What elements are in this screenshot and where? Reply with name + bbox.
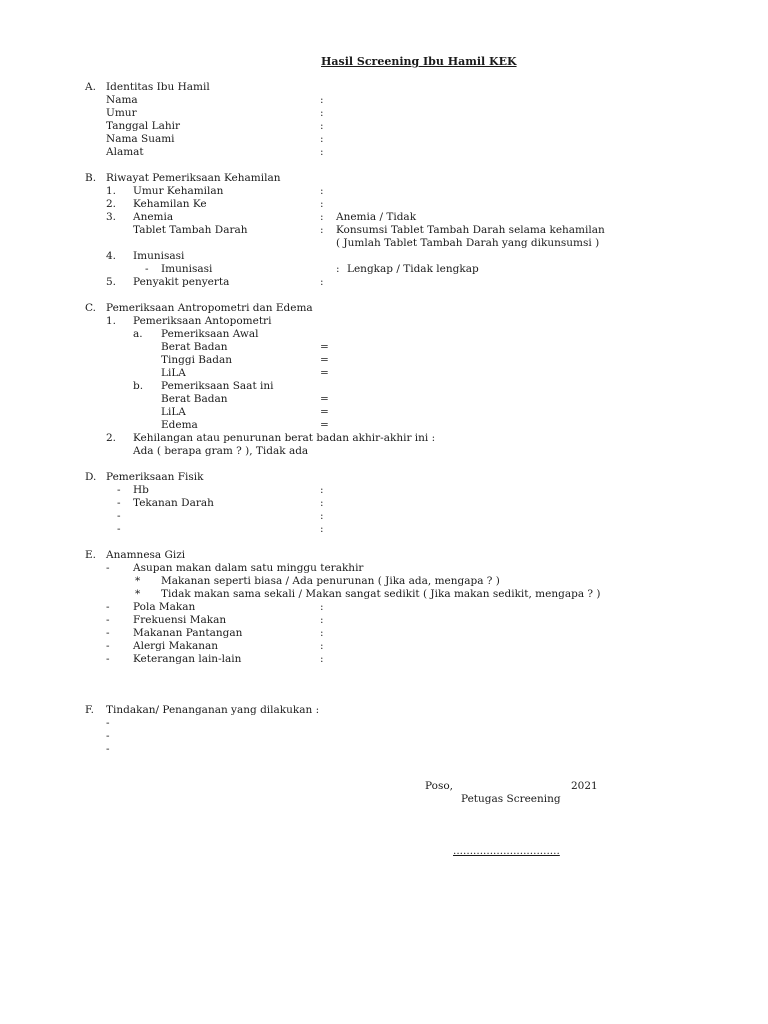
item-number: 2. — [106, 198, 117, 210]
option-makanan-biasa: Makanan seperti biasa / Ada penurunan ( Jika ada, mengapa ? ) — [161, 575, 500, 587]
field-equals: = — [320, 354, 329, 366]
field-label-nama: Nama — [106, 94, 138, 106]
section-e-heading: Anamnesa Gizi — [106, 549, 186, 561]
field-label-alergi-makanan: Alergi Makanan — [133, 640, 219, 652]
signature-place: Poso, — [425, 780, 454, 792]
option-tidak-makan: Tidak makan sama sekali / Makan sangat sedikit ( Jika makan sedikit, mengapa ? ) — [161, 588, 601, 600]
field-colon: : — [320, 94, 324, 106]
field-colon: : — [320, 653, 324, 665]
field-colon: : — [320, 601, 324, 613]
bullet-dash: - — [106, 627, 110, 639]
bullet-dash: - — [106, 601, 110, 613]
field-equals: = — [320, 406, 329, 418]
bullet-dash: - — [106, 640, 110, 652]
subheading-pemeriksaan-awal: Pemeriksaan Awal — [161, 328, 259, 340]
bullet-dash: - — [117, 510, 121, 522]
item-number: 2. — [106, 432, 117, 444]
field-label-makanan-pantangan: Makanan Pantangan — [133, 627, 243, 639]
field-label-asupan-makan: Asupan makan dalam satu minggu terakhir — [133, 562, 364, 574]
field-equals: = — [320, 393, 329, 405]
field-label-tekanan-darah: Tekanan Darah — [133, 497, 214, 509]
bullet-dash: - — [117, 523, 121, 535]
item-number: 5. — [106, 276, 117, 288]
bullet-dash: - — [106, 743, 110, 755]
bullet-dash: - — [106, 614, 110, 626]
field-label-hb: Hb — [133, 484, 149, 496]
field-colon: : — [320, 185, 324, 197]
field-label-umur-kehamilan: Umur Kehamilan — [133, 185, 224, 197]
field-label-tablet-tambah-darah: Tablet Tambah Darah — [133, 224, 248, 236]
field-value-ttd-note: ( Jumlah Tablet Tambah Darah yang dikunsumsi ) — [336, 237, 600, 249]
item-number: 1. — [106, 185, 117, 197]
field-value-kehilangan-berat: Ada ( berapa gram ? ), Tidak ada — [133, 445, 309, 457]
field-colon: : — [320, 107, 324, 119]
field-label-alamat: Alamat — [106, 146, 144, 158]
field-colon: : — [336, 263, 340, 275]
subheading-pemeriksaan-saat-ini: Pemeriksaan Saat ini — [161, 380, 274, 392]
field-label-umur: Umur — [106, 107, 137, 119]
field-value-anemia: Anemia / Tidak — [336, 211, 417, 223]
field-colon: : — [320, 640, 324, 652]
field-label-imunisasi-sub: Imunisasi — [161, 263, 213, 275]
bullet-dash: - — [145, 263, 149, 275]
field-label-nama-suami: Nama Suami — [106, 133, 175, 145]
field-colon: : — [320, 510, 324, 522]
bullet-dash: - — [106, 653, 110, 665]
field-label-lila: LiLA — [161, 406, 186, 418]
bullet-dash: - — [117, 497, 121, 509]
field-label-kehamilan-ke: Kehamilan Ke — [133, 198, 207, 210]
field-colon: : — [320, 198, 324, 210]
field-label-penyakit-penyerta: Penyakit penyerta — [133, 276, 230, 288]
section-f-letter: F. — [85, 704, 94, 716]
field-label-edema: Edema — [161, 419, 198, 431]
section-a-letter: A. — [85, 81, 96, 93]
field-colon: : — [320, 224, 324, 236]
section-d-letter: D. — [85, 471, 97, 483]
field-equals: = — [320, 367, 329, 379]
sub-letter: b. — [133, 380, 144, 392]
section-f-heading: Tindakan/ Penanganan yang dilakukan : — [106, 704, 320, 716]
section-b-heading: Riwayat Pemeriksaan Kehamilan — [106, 172, 281, 184]
field-label-pola-makan: Pola Makan — [133, 601, 196, 613]
field-label-lila: LiLA — [161, 367, 186, 379]
field-label-berat-badan: Berat Badan — [161, 341, 228, 353]
bullet-dash: - — [106, 717, 110, 729]
bullet-dash: - — [106, 562, 110, 574]
section-a-heading: Identitas Ibu Hamil — [106, 81, 210, 93]
field-label-frekuensi-makan: Frekuensi Makan — [133, 614, 227, 626]
section-c-heading: Pemeriksaan Antropometri dan Edema — [106, 302, 313, 314]
document-title: Hasil Screening Ibu Hamil KEK — [321, 55, 517, 68]
bullet-dash: - — [117, 484, 121, 496]
section-e-letter: E. — [85, 549, 97, 561]
field-colon: : — [320, 211, 324, 223]
field-label-berat-badan: Berat Badan — [161, 393, 228, 405]
field-colon: : — [320, 614, 324, 626]
field-colon: : — [320, 133, 324, 145]
item-number: 3. — [106, 211, 117, 223]
field-colon: : — [320, 484, 324, 496]
field-label-tanggal-lahir: Tanggal Lahir — [106, 120, 180, 132]
field-colon: : — [320, 627, 324, 639]
field-label-keterangan-lain: Keterangan lain-lain — [133, 653, 242, 665]
item-number: 1. — [106, 315, 117, 327]
field-label-imunisasi: Imunisasi — [133, 250, 185, 262]
field-colon: : — [320, 276, 324, 288]
signature-year: 2021 — [571, 780, 598, 792]
field-value-ttd: Konsumsi Tablet Tambah Darah selama kehamilan — [336, 224, 605, 236]
item-number: 4. — [106, 250, 117, 262]
section-d-heading: Pemeriksaan Fisik — [106, 471, 204, 483]
field-label-anemia: Anemia — [133, 211, 174, 223]
sub-letter: a. — [133, 328, 143, 340]
field-colon: : — [320, 497, 324, 509]
field-label-tinggi-badan: Tinggi Badan — [161, 354, 232, 366]
signature-role: Petugas Screening — [461, 793, 561, 805]
section-b-letter: B. — [85, 172, 97, 184]
bullet-star: * — [135, 575, 141, 587]
bullet-star: * — [135, 588, 141, 600]
signature-line: ................................ — [453, 845, 560, 857]
field-value-imunisasi: Lengkap / Tidak lengkap — [347, 263, 479, 275]
bullet-dash: - — [106, 730, 110, 742]
section-c-letter: C. — [85, 302, 96, 314]
subheading-antopometri: Pemeriksaan Antopometri — [133, 315, 272, 327]
field-colon: : — [320, 146, 324, 158]
field-colon: : — [320, 523, 324, 535]
field-label-kehilangan-berat: Kehilangan atau penurunan berat badan akhir-akhir ini : — [133, 432, 436, 444]
field-colon: : — [320, 120, 324, 132]
field-equals: = — [320, 419, 329, 431]
field-equals: = — [320, 341, 329, 353]
